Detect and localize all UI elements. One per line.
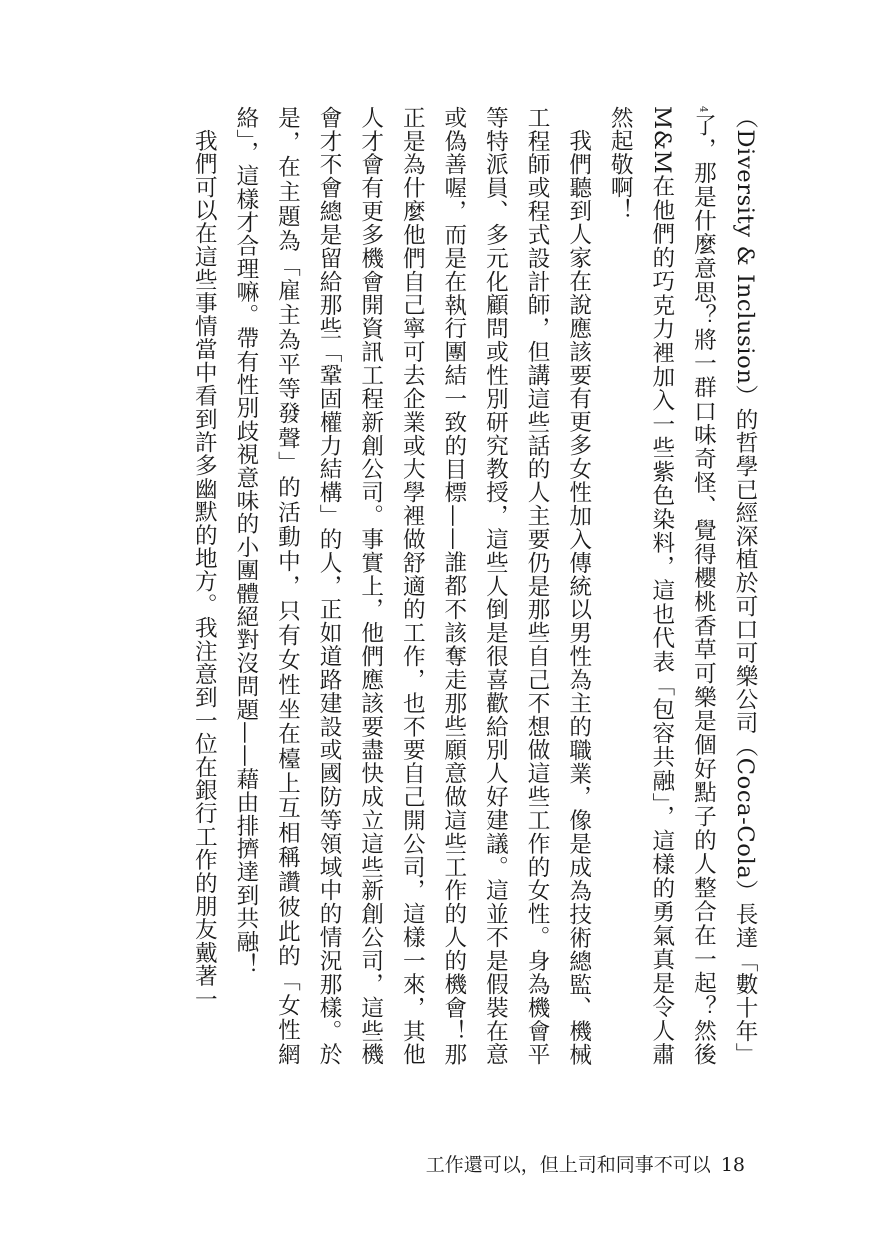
endnote-marker: 4 bbox=[697, 106, 709, 113]
page-number: 18 bbox=[720, 1154, 745, 1176]
paragraph-1-text: （Diversity & Inclusion）的哲學已經深植於可口可樂公司（Coca-Cola）長達「數十年」 bbox=[732, 106, 758, 1066]
running-footer bbox=[426, 1153, 745, 1177]
paragraph-1-continued: 了，那是什麼意思？將一群口味奇怪、覺得櫻桃香草可樂是個好點子的人整合在一起？然後M&M在他們的巧克力裡加入一些紫色染料，這也代表「包容共融」，這樣的勇氣真是令人肅然起敬啊！ bbox=[607, 106, 717, 1066]
body-text bbox=[183, 106, 765, 1066]
paragraph-1 bbox=[599, 106, 765, 1066]
paragraph-2: 我們聽到人家在說應該要有更多女性加入傳統以男性為主的職業，像是成為技術總監、機械工程師或程式設計師，但講這些話的人主要仍是那些自己不想做這些工作的女性。身為機會平等特派員、多元化顧問或性別研究教授，這些人倒是很喜歡給別人好建議。這並不是假裝在意或偽善喔，而是在執行團結一致的目標——誰都不該奪走那些願意做這些工作的人的機會！那正是為什麼他們自己寧可去企業或大學裡做舒適的工作，也不要自己開公司，這樣一來，其他人才會有更多機會開資訊工程新創公司。事實上，他們應該要盡快成立這些新創公司，這些機會才不會總是留給那些「鞏固權力結構」的人，正如道路建設或國防等領域中的情況那樣。於是，在主題為「雇主為平等發聲」的活動中，只有女性坐在檯上互相稱讚彼此的「女性網絡」，這樣才合理嘛。帶有性別歧視意味的小團體絕對沒問題——藉由排擠達到共融！ bbox=[232, 106, 592, 1066]
paragraph-3: 我們可以在這些事情當中看到許多幽默的地方。我注意到一位在銀行工作的朋友戴著一 bbox=[191, 128, 218, 1011]
book-title: 工作還可以，但上司和同事不可以 bbox=[425, 1154, 711, 1176]
